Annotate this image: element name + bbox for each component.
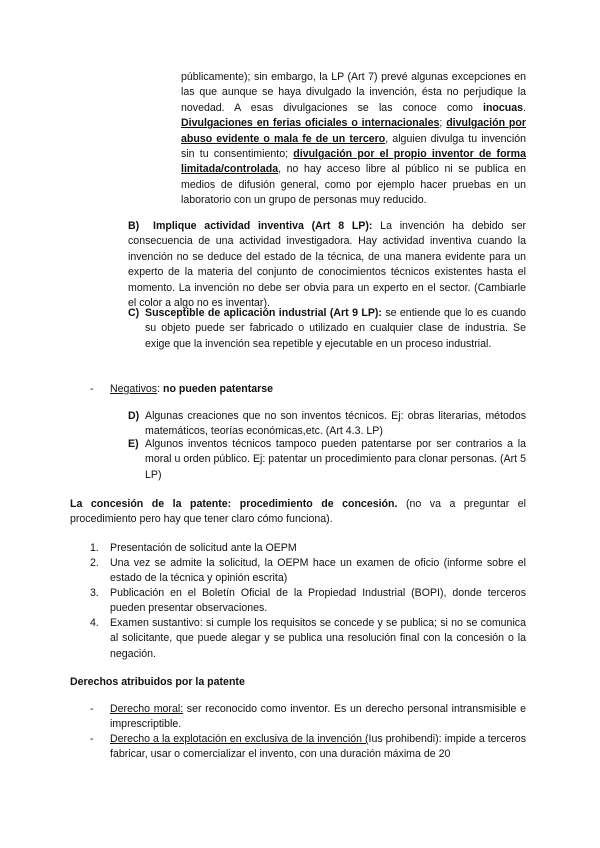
requisite-text <box>128 219 526 311</box>
bullet-dash: - <box>90 383 94 395</box>
step-text: Una vez se admite la solicitud, la OEPM hace un examen de oficio (informe sobre el estado de la técnica y opinión escrita) <box>110 557 526 585</box>
derecho-label: Derecho a la explotación en exclusiva de la invención ( <box>110 733 369 745</box>
inocuas-term: inocuas <box>483 101 524 114</box>
intro-text: ; <box>439 117 447 130</box>
concesion-title: La concesión de la patente: procedimiento de concesión. <box>70 498 398 510</box>
requisite-body: La invención ha debido ser consecuencia de una actividad investigadora. Hay actividad inventiva cuando la invención no se deduce del estado de la técnica, de una manera evidente para un experto de la materia del conjunto de conocimientos técnicos existentes hasta el momento. La invención no debe ser obvia para un experto en el sector. (Cambiarle el color a algo no es inventar). <box>128 220 527 310</box>
intro-paragraph <box>181 70 526 209</box>
intro-text: . <box>523 101 526 114</box>
derecho-explotacion <box>110 732 526 763</box>
negativos-heading <box>110 382 273 397</box>
derecho-label: Derecho moral: <box>110 703 184 715</box>
step-number: 4. <box>90 617 99 629</box>
concesion-paragraph <box>70 497 526 528</box>
requisite-text <box>145 306 526 352</box>
negativos-colon: : <box>157 383 163 395</box>
negativos-label: Negativos <box>110 383 158 395</box>
step-number: 2. <box>90 557 99 569</box>
derecho-moral <box>110 702 526 733</box>
step-text: Examen sustantivo: si cumple los requisitos se concede y se publica; si no se comunica al solicitante, que puede alegar y se publica una resolución final con la concesión o la negación. <box>110 617 526 660</box>
bullet-dash: - <box>90 733 94 745</box>
step-number: 3. <box>90 587 99 599</box>
inventor-term: divulgación por el propio inventor de forma limitada/controlada <box>181 148 526 176</box>
negativo-text: Algunas creaciones que no son inventos técnicos. Ej: obras literarias, métodos matemáticos, teorías económicas,etc. (Art 4.3. LP) <box>145 410 526 438</box>
step-text: Presentación de solicitud ante la OEPM <box>110 542 297 554</box>
negativo-label: D) <box>128 410 140 422</box>
intro-text: , alguien divulga tu invención sin tu consentimiento; <box>181 132 526 161</box>
intro-text: públicamente); sin embargo, la LP (Art 7) prevé algunas excepciones en las que aunque se haya divulgado la invención, ésta no perjudique la novedad. A esas divulgaciones se las conoce como <box>181 71 526 114</box>
requisite-title: Susceptible de aplicación industrial (Art 9 LP): <box>145 307 382 319</box>
requisite-label: C) <box>128 307 140 319</box>
requisite-label: B) <box>128 220 140 232</box>
step-text: Publicación en el Boletín Oficial de la Propiedad Industrial (BOPI), donde terceros pueden presentar observaciones. <box>110 587 526 615</box>
ferias-term: Divulgaciones en ferias oficiales o internacionales <box>181 117 440 130</box>
derecho-text: ser reconocido como inventor. Es un derecho personal intransmisible e imprescriptible. <box>110 703 526 731</box>
requisite-title: Implique actividad inventiva (Art 8 LP): <box>153 220 373 232</box>
intro-text: , no hay acceso libre al público ni se publica en medios de difusión general, como por ejemplo hacer pruebas en un laboratorio con un grupo de personas muy reducido. <box>181 163 526 207</box>
bullet-dash: - <box>90 703 94 715</box>
derechos-title: Derechos atribuidos por la patente <box>70 676 245 688</box>
negativo-label: E) <box>128 438 139 450</box>
abuso-term: divulgación por abuso evidente o mala fe de un tercero <box>181 117 526 145</box>
negativos-title: no pueden patentarse <box>163 383 274 395</box>
requisite-body: se entiende que lo es cuando su objeto puede ser fabricado o utilizado en cualquier clase de industria. Se exige que la invención sea repetible y ejecutable en un proceso industrial. <box>145 307 526 350</box>
step-number: 1. <box>90 542 99 554</box>
negativo-text: Algunos inventos técnicos tampoco pueden patentarse por ser contrarios a la moral u orden público. Ej: patentar un procedimiento para clonar personas. (Art 5 LP) <box>145 438 526 481</box>
derecho-text: Ius prohibendi): impide a terceros fabricar, usar o comercializar el invento, con una duración máxima de 20 <box>110 733 526 761</box>
concesion-note: (no va a preguntar el procedimiento pero hay que tener claro cómo funciona). <box>70 498 527 526</box>
